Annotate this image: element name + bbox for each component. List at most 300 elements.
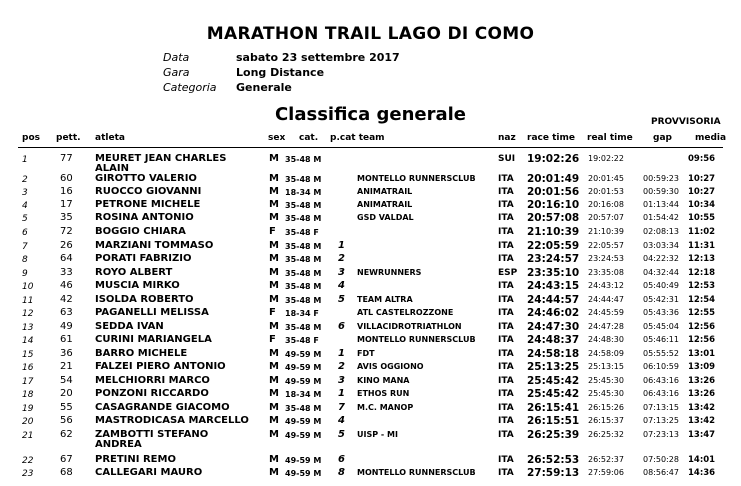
cell-real-time: 25:45:30 — [588, 376, 624, 385]
cell-sex: M — [269, 240, 279, 251]
cell-sex: M — [269, 199, 279, 210]
cell-athlete-name: ROSINA ANTONIO — [95, 212, 194, 223]
cell-sex: M — [269, 454, 279, 465]
header-divider — [18, 147, 723, 148]
cell-race-time: 25:45:42 — [527, 375, 580, 387]
meta-race-value: Long Distance — [236, 66, 325, 79]
cell-athlete-name: GIROTTO VALERIO — [95, 173, 197, 184]
cell-gap: 03:03:34 — [643, 241, 679, 250]
cell-race-time: 24:48:37 — [527, 334, 580, 346]
header-real-time: real time — [587, 133, 633, 143]
table-row — [0, 321, 741, 335]
table-row — [0, 199, 741, 213]
cell-category: 35-48 M — [285, 269, 322, 278]
cell-category-position: 1 — [338, 240, 345, 251]
cell-team: ETHOS RUN — [357, 389, 410, 398]
cell-average-pace: 14:01 — [688, 455, 716, 465]
table-row — [0, 267, 741, 281]
table-row — [0, 375, 741, 389]
cell-team: ATL CASTELROZZONE — [357, 308, 454, 317]
cell-athlete-name: ROYO ALBERT — [95, 267, 173, 278]
cell-category: 35-48 M — [285, 404, 322, 413]
cell-real-time: 25:45:30 — [588, 389, 624, 398]
cell-category: 49-59 M — [285, 469, 322, 478]
cell-sex: M — [269, 267, 279, 278]
cell-sex: F — [269, 226, 276, 237]
cell-pos: 18 — [22, 390, 34, 400]
cell-average-pace: 13:09 — [688, 362, 716, 372]
cell-team: KINO MANA — [357, 376, 410, 385]
cell-category: 49-59 M — [285, 456, 322, 465]
cell-gap: 06:43:16 — [643, 376, 679, 385]
cell-pos: 19 — [22, 404, 34, 414]
header-gap: gap — [653, 133, 672, 143]
cell-pett: 17 — [60, 199, 73, 210]
cell-real-time: 23:35:08 — [588, 268, 624, 277]
cell-pos: 7 — [22, 242, 28, 252]
cell-gap: 00:59:30 — [643, 187, 679, 196]
cell-nationality: ITA — [498, 335, 514, 345]
cell-race-time: 24:58:18 — [527, 348, 580, 360]
cell-gap: 07:23:13 — [643, 430, 679, 439]
cell-race-time: 23:24:57 — [527, 253, 580, 265]
table-row — [0, 454, 741, 468]
cell-category: 49-59 M — [285, 417, 322, 426]
cell-race-time: 20:01:49 — [527, 173, 580, 185]
cell-average-pace: 13:26 — [688, 376, 716, 386]
cell-real-time: 20:01:53 — [588, 187, 624, 196]
cell-sex: M — [269, 253, 279, 264]
cell-category-position: 1 — [338, 348, 345, 359]
cell-real-time: 21:10:39 — [588, 227, 624, 236]
cell-race-time: 26:15:51 — [527, 415, 580, 427]
table-row — [0, 334, 741, 348]
cell-real-time: 24:45:59 — [588, 308, 624, 317]
table-row — [0, 226, 741, 240]
cell-gap: 05:45:04 — [643, 322, 679, 331]
cell-real-time: 19:02:22 — [588, 154, 624, 163]
cell-category-position: 3 — [338, 375, 345, 386]
cell-category-position: 2 — [338, 361, 345, 372]
table-row — [0, 253, 741, 267]
cell-category: 49-59 M — [285, 377, 322, 386]
cell-nationality: ITA — [498, 174, 514, 184]
cell-athlete-name: ISOLDA ROBERTO — [95, 294, 194, 305]
cell-team: AVIS OGGIONO — [357, 362, 424, 371]
cell-team: FDT — [357, 349, 375, 358]
cell-athlete-name: ZAMBOTTI STEFANO — [95, 429, 209, 440]
cell-team: TEAM ALTRA — [357, 295, 413, 304]
cell-gap: 04:22:32 — [643, 254, 679, 263]
ranking-title: Classifica generale — [274, 104, 467, 125]
cell-race-time: 24:47:30 — [527, 321, 580, 333]
cell-race-time: 20:57:08 — [527, 212, 580, 224]
cell-category: 35-48 M — [285, 214, 322, 223]
cell-pett: 16 — [60, 186, 73, 197]
cell-pos: 12 — [22, 309, 34, 319]
cell-athlete-name: SEDDA IVAN — [95, 321, 164, 332]
cell-nationality: ITA — [498, 322, 514, 332]
cell-category-position: 4 — [338, 280, 345, 291]
cell-pos: 15 — [22, 350, 34, 360]
cell-pos: 13 — [22, 323, 34, 333]
cell-sex: M — [269, 415, 279, 426]
cell-real-time: 26:15:37 — [588, 416, 624, 425]
cell-pos: 4 — [22, 201, 28, 211]
cell-sex: M — [269, 280, 279, 291]
cell-pos: 23 — [22, 469, 34, 479]
cell-average-pace: 11:02 — [688, 227, 716, 237]
cell-athlete-name: PRETINI REMO — [95, 454, 176, 465]
cell-real-time: 23:24:53 — [588, 254, 624, 263]
table-row — [0, 212, 741, 226]
cell-average-pace: 10:55 — [688, 213, 716, 223]
cell-average-pace: 12:13 — [688, 254, 716, 264]
cell-race-time: 23:35:10 — [527, 267, 580, 279]
cell-athlete-name: BOGGIO CHIARA — [95, 226, 186, 237]
table-row — [0, 240, 741, 254]
cell-pos: 9 — [22, 269, 28, 279]
cell-real-time: 20:16:08 — [588, 200, 624, 209]
table-row — [0, 153, 741, 174]
cell-category: 35-48 M — [285, 201, 322, 210]
cell-pett: 55 — [60, 402, 73, 413]
cell-pett: 72 — [60, 226, 73, 237]
cell-average-pace: 11:31 — [688, 241, 716, 251]
cell-sex: M — [269, 361, 279, 372]
cell-race-time: 25:45:42 — [527, 388, 580, 400]
cell-pos: 14 — [22, 336, 34, 346]
meta-date-value: sabato 23 settembre 2017 — [236, 51, 400, 64]
cell-team: ANIMATRAIL — [357, 200, 413, 209]
cell-race-time: 24:44:57 — [527, 294, 580, 306]
cell-category-position: 6 — [338, 454, 345, 465]
cell-pos: 20 — [22, 417, 34, 427]
header-race-time: race time — [527, 133, 575, 143]
cell-nationality: ITA — [498, 200, 514, 210]
cell-average-pace: 12:56 — [688, 322, 716, 332]
cell-real-time: 20:57:07 — [588, 213, 624, 222]
cell-pett: 54 — [60, 375, 73, 386]
cell-sex: M — [269, 153, 279, 164]
cell-category-position: 5 — [338, 429, 345, 440]
cell-sex: M — [269, 348, 279, 359]
cell-race-time: 26:15:41 — [527, 402, 580, 414]
cell-pos: 16 — [22, 363, 34, 373]
cell-pett: 49 — [60, 321, 73, 332]
cell-category: 35-48 M — [285, 242, 322, 251]
page-title: MARATHON TRAIL LAGO DI COMO — [206, 24, 535, 44]
cell-gap: 01:54:42 — [643, 213, 679, 222]
cell-pos: 21 — [22, 431, 34, 441]
cell-pett: 63 — [60, 307, 73, 318]
cell-sex: M — [269, 388, 279, 399]
cell-pett: 35 — [60, 212, 73, 223]
cell-sex: M — [269, 429, 279, 440]
cell-race-time: 24:43:15 — [527, 280, 580, 292]
cell-pos: 5 — [22, 214, 28, 224]
header-pett: pett. — [56, 133, 81, 143]
table-row — [0, 294, 741, 308]
results-table — [0, 149, 741, 486]
table-row — [0, 388, 741, 402]
cell-category-position: 7 — [338, 402, 345, 413]
cell-pett: 33 — [60, 267, 73, 278]
cell-race-time: 20:16:10 — [527, 199, 580, 211]
cell-athlete-name: FALZEI PIERO ANTONIO — [95, 361, 226, 372]
cell-pett: 67 — [60, 454, 73, 465]
cell-category: 18-34 F — [285, 309, 319, 318]
cell-real-time: 20:01:45 — [588, 174, 624, 183]
cell-gap: 08:56:47 — [643, 468, 679, 477]
cell-athlete-name: MUSCIA MIRKO — [95, 280, 180, 291]
header-sex: sex — [268, 133, 286, 143]
cell-pos: 10 — [22, 282, 34, 292]
cell-category: 35-48 M — [285, 323, 322, 332]
cell-gap: 07:13:25 — [643, 416, 679, 425]
cell-team: NEWRUNNERS — [357, 268, 422, 277]
cell-category: 49-59 M — [285, 431, 322, 440]
cell-athlete-name: CALLEGARI MAURO — [95, 467, 203, 478]
cell-pos: 6 — [22, 228, 28, 238]
header-naz: naz — [498, 133, 516, 143]
cell-category-position: 2 — [338, 253, 345, 264]
table-row — [0, 348, 741, 362]
cell-race-time: 27:59:13 — [527, 467, 580, 479]
cell-athlete-name: MASTRODICASA MARCELLO — [95, 415, 249, 426]
cell-nationality: ITA — [498, 254, 514, 264]
cell-team: MONTELLO RUNNERSCLUB — [357, 174, 476, 183]
cell-real-time: 26:15:26 — [588, 403, 624, 412]
cell-sex: M — [269, 186, 279, 197]
cell-athlete-name: CURINI MARIANGELA — [95, 334, 212, 345]
cell-race-time: 26:25:39 — [527, 429, 580, 441]
cell-sex: M — [269, 173, 279, 184]
cell-real-time: 24:48:30 — [588, 335, 624, 344]
cell-gap: 00:59:23 — [643, 174, 679, 183]
cell-pett: 64 — [60, 253, 73, 264]
cell-pett: 56 — [60, 415, 73, 426]
cell-team: GSD VALDAL — [357, 213, 414, 222]
cell-gap: 07:13:15 — [643, 403, 679, 412]
cell-athlete-name: MELCHIORRI MARCO — [95, 375, 210, 386]
cell-nationality: ITA — [498, 416, 514, 426]
meta-date-label: Data — [163, 51, 190, 64]
cell-category: 49-59 M — [285, 363, 322, 372]
cell-category-position: 1 — [338, 388, 345, 399]
cell-nationality: ITA — [498, 362, 514, 372]
cell-pos: 17 — [22, 377, 34, 387]
cell-nationality: ITA — [498, 430, 514, 440]
header-pos: pos — [22, 133, 40, 143]
cell-sex: M — [269, 294, 279, 305]
cell-pett: 62 — [60, 429, 73, 440]
cell-nationality: ITA — [498, 295, 514, 305]
cell-sex: M — [269, 375, 279, 386]
cell-average-pace: 10:27 — [688, 174, 716, 184]
cell-gap: 05:43:36 — [643, 308, 679, 317]
cell-athlete-name: PAGANELLI MELISSA — [95, 307, 209, 318]
cell-sex: M — [269, 402, 279, 413]
cell-nationality: SUI — [498, 154, 516, 164]
cell-nationality: ITA — [498, 468, 514, 478]
cell-sex: M — [269, 212, 279, 223]
table-row — [0, 280, 741, 294]
cell-average-pace: 13:26 — [688, 389, 716, 399]
table-row — [0, 361, 741, 375]
cell-category-position: 3 — [338, 267, 345, 278]
cell-average-pace: 10:27 — [688, 187, 716, 197]
cell-pett: 36 — [60, 348, 73, 359]
cell-category-position: 6 — [338, 321, 345, 332]
table-row — [0, 429, 741, 450]
cell-gap: 06:10:59 — [643, 362, 679, 371]
cell-real-time: 27:59:06 — [588, 468, 624, 477]
cell-nationality: ITA — [498, 213, 514, 223]
cell-gap: 02:08:13 — [643, 227, 679, 236]
cell-athlete-name-cont: ANDREA — [95, 439, 142, 450]
cell-race-time: 19:02:26 — [527, 153, 580, 165]
cell-athlete-name: PORATI FABRIZIO — [95, 253, 192, 264]
cell-real-time: 22:05:57 — [588, 241, 624, 250]
cell-race-time: 25:13:25 — [527, 361, 580, 373]
cell-team: VILLACIDROTRIATHLON — [357, 322, 462, 331]
cell-gap: 04:32:44 — [643, 268, 679, 277]
cell-real-time: 24:58:09 — [588, 349, 624, 358]
table-header — [0, 133, 741, 147]
cell-team: MONTELLO RUNNERSCLUB — [357, 468, 476, 477]
cell-nationality: ITA — [498, 308, 514, 318]
cell-real-time: 26:52:37 — [588, 455, 624, 464]
cell-nationality: ITA — [498, 349, 514, 359]
cell-pett: 68 — [60, 467, 73, 478]
cell-athlete-name: BARRO MICHELE — [95, 348, 188, 359]
cell-nationality: ITA — [498, 376, 514, 386]
cell-average-pace: 12:55 — [688, 308, 716, 318]
cell-average-pace: 13:47 — [688, 430, 716, 440]
header-pcat-team: p.cat team — [330, 133, 385, 143]
cell-pett: 26 — [60, 240, 73, 251]
cell-pett: 61 — [60, 334, 73, 345]
cell-athlete-name: MARZIANI TOMMASO — [95, 240, 214, 251]
cell-pos: 2 — [22, 175, 28, 185]
header-athlete: atleta — [95, 133, 125, 143]
meta-category-value: Generale — [236, 81, 292, 94]
cell-sex: F — [269, 334, 276, 345]
cell-nationality: ITA — [498, 227, 514, 237]
table-row — [0, 307, 741, 321]
cell-nationality: ESP — [498, 268, 518, 278]
cell-category: 35-48 F — [285, 336, 319, 345]
cell-pett: 60 — [60, 173, 73, 184]
cell-category-position: 8 — [338, 467, 345, 478]
cell-category: 35-48 M — [285, 282, 322, 291]
cell-pett: 42 — [60, 294, 73, 305]
cell-nationality: ITA — [498, 281, 514, 291]
cell-pos: 22 — [22, 456, 34, 466]
cell-average-pace: 12:18 — [688, 268, 716, 278]
cell-sex: M — [269, 467, 279, 478]
meta-category-label: Categoria — [163, 81, 217, 94]
cell-gap: 05:55:52 — [643, 349, 679, 358]
cell-average-pace: 14:36 — [688, 468, 716, 478]
cell-average-pace: 10:34 — [688, 200, 716, 210]
cell-average-pace: 12:53 — [688, 281, 716, 291]
cell-pos: 1 — [22, 155, 28, 165]
table-row — [0, 467, 741, 481]
cell-real-time: 25:13:15 — [588, 362, 624, 371]
cell-athlete-name: CASAGRANDE GIACOMO — [95, 402, 230, 413]
table-row — [0, 186, 741, 200]
cell-real-time: 24:47:28 — [588, 322, 624, 331]
cell-pos: 3 — [22, 188, 28, 198]
cell-category: 35-48 M — [285, 175, 322, 184]
cell-sex: F — [269, 307, 276, 318]
cell-athlete-name: PONZONI RICCARDO — [95, 388, 209, 399]
cell-race-time: 22:05:59 — [527, 240, 580, 252]
cell-real-time: 24:43:12 — [588, 281, 624, 290]
cell-average-pace: 13:01 — [688, 349, 716, 359]
cell-category: 18-34 M — [285, 188, 322, 197]
cell-average-pace: 13:42 — [688, 403, 716, 413]
cell-gap: 05:40:49 — [643, 281, 679, 290]
cell-nationality: ITA — [498, 403, 514, 413]
cell-category-position: 4 — [338, 415, 345, 426]
cell-race-time: 20:01:56 — [527, 186, 580, 198]
cell-category-position: 5 — [338, 294, 345, 305]
cell-pett: 46 — [60, 280, 73, 291]
status-badge: PROVVISORIA — [651, 117, 721, 127]
cell-gap: 05:46:11 — [643, 335, 679, 344]
cell-sex: M — [269, 321, 279, 332]
cell-pett: 20 — [60, 388, 73, 399]
cell-nationality: ITA — [498, 241, 514, 251]
cell-team: MONTELLO RUNNERSCLUB — [357, 335, 476, 344]
cell-real-time: 24:44:47 — [588, 295, 624, 304]
cell-athlete-name: RUOCCO GIOVANNI — [95, 186, 202, 197]
cell-average-pace: 09:56 — [688, 154, 716, 164]
cell-category: 35-48 M — [285, 155, 322, 164]
cell-category: 49-59 M — [285, 350, 322, 359]
table-row — [0, 402, 741, 416]
header-cat: cat. — [299, 133, 319, 143]
cell-team: M.C. MANOP — [357, 403, 414, 412]
cell-race-time: 24:46:02 — [527, 307, 580, 319]
cell-gap: 01:13:44 — [643, 200, 679, 209]
cell-race-time: 21:10:39 — [527, 226, 580, 238]
cell-pett: 21 — [60, 361, 73, 372]
cell-athlete-name: MEURET JEAN CHARLES — [95, 153, 227, 164]
cell-category: 35-48 M — [285, 296, 322, 305]
cell-athlete-name-cont: ALAIN — [95, 163, 129, 174]
header-media: media — [695, 133, 727, 143]
table-row — [0, 415, 741, 429]
cell-pos: 8 — [22, 255, 28, 265]
cell-gap: 06:43:16 — [643, 389, 679, 398]
cell-category: 18-34 M — [285, 390, 322, 399]
cell-pos: 11 — [22, 296, 34, 306]
cell-average-pace: 12:54 — [688, 295, 716, 305]
cell-nationality: ITA — [498, 455, 514, 465]
cell-race-time: 26:52:53 — [527, 454, 580, 466]
cell-team: UISP - MI — [357, 430, 398, 439]
cell-team: ANIMATRAIL — [357, 187, 413, 196]
meta-race-label: Gara — [163, 66, 190, 79]
cell-average-pace: 13:42 — [688, 416, 716, 426]
cell-pett: 77 — [60, 153, 73, 164]
cell-athlete-name: PETRONE MICHELE — [95, 199, 201, 210]
cell-category: 35-48 M — [285, 255, 322, 264]
